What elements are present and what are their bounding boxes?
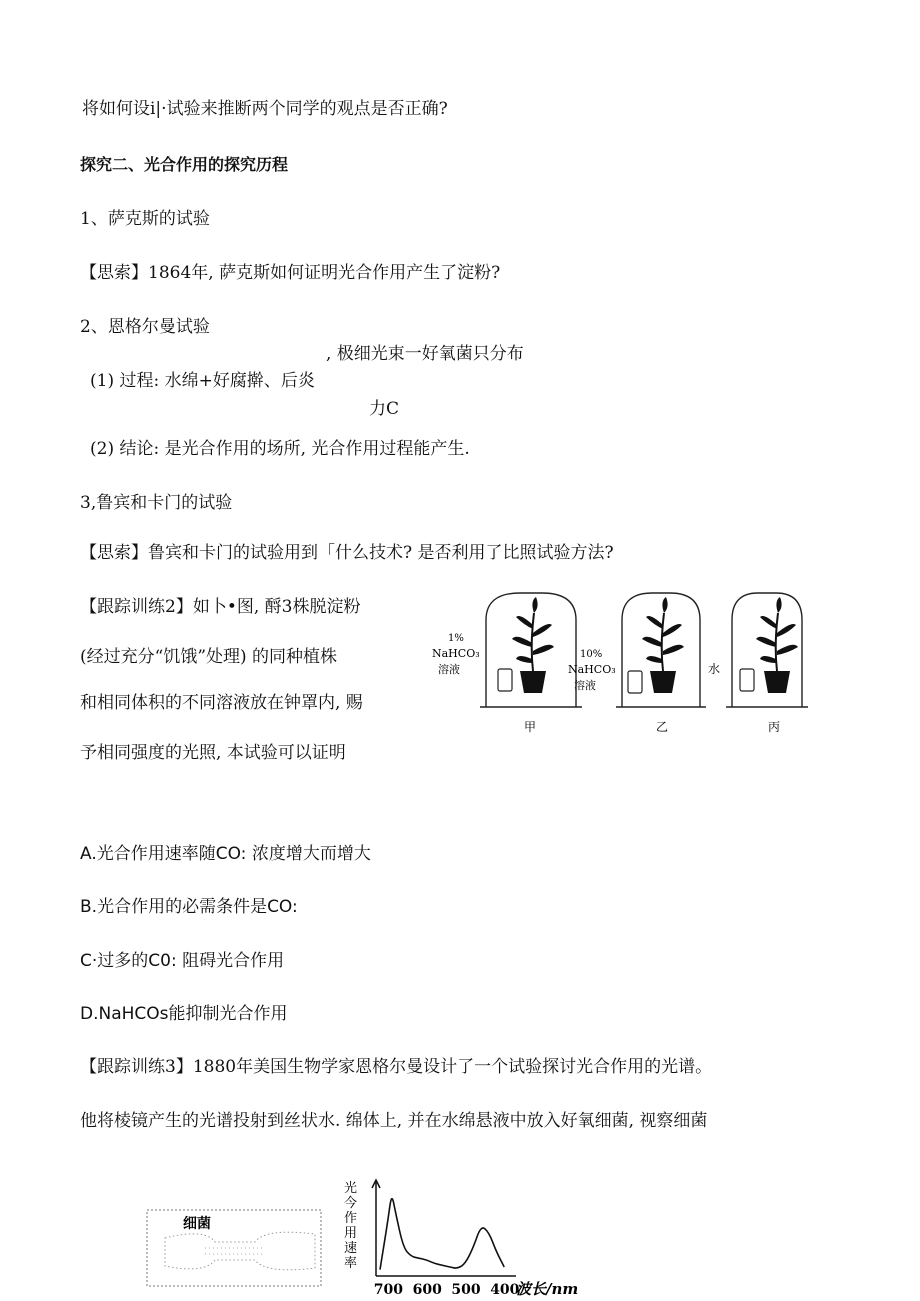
bell-jar-3 [708,593,808,734]
y-label-char: 用 [344,1226,358,1241]
x-ticks [374,1282,520,1298]
process-line: (1) 过程: 水绵+好腐擀、后炎 [90,371,315,391]
jar-2-solution-line-3: 溶液 [574,679,596,692]
series-line [380,1199,504,1270]
item-1-heading: 1、萨克斯的试验 [80,209,210,229]
training-3-line-2: 他将棱镜产生的光谱投射到丝状水. 绵体上, 并在水绵悬液中放入好氧细菌, 视察细菌 [80,1111,708,1131]
training-3-line-1: 【跟踪训练3】1880年美国生物学家恩格尔曼设计了一个试验探讨光合作用的光谱。 [80,1057,713,1077]
jar-2-solution-line-2: NaHCO₃ [568,663,616,676]
y-label-char: 光 [344,1181,358,1196]
fragment-c: 力C [369,399,400,419]
option-d: D.NaHCOs能抑制光合作用 [80,1004,288,1024]
think-3: 【思索】鲁宾和卡门的试验用到「什么技术? 是否利用了比照试验方法? [80,543,614,563]
training-2-line-4: 予相同强度的光照, 本试验可以证明 [80,743,346,763]
bell-jar-figure [430,585,830,745]
bell-jar-2 [568,593,706,734]
y-label-char: 速 [344,1241,358,1256]
jar-1-solution-line-3: 溶液 [438,663,460,676]
option-c: C·过多的C0: 阻碍光合作用 [80,951,285,971]
jar-2-label: 乙 [656,720,669,734]
conclusion-line: (2) 结论: 是光合作用的场所, 光合作用过程能产生. [90,439,470,459]
think-1: 【思索】1864年, 萨克斯如何证明光合作用产生了淀粉? [80,263,501,283]
jar-1-solution-line-1: 1% [448,633,464,644]
jar-3-solution-line-1: 水 [708,662,721,676]
beaker-3-icon [740,669,754,691]
training-2-line-2: (经过充分“饥饿”处理) 的同种植株 [80,647,338,667]
bacteria-figure [145,1208,325,1288]
plant-2-icon [642,597,684,693]
y-label-char: 今 [344,1196,358,1211]
plant-3-icon [756,597,798,693]
jar-1-label: 甲 [524,720,537,734]
x-tick-label-500: 500 [451,1282,481,1298]
item-2-heading: 2、恩格尔曼试验 [80,317,210,337]
y-label-char: 率 [344,1256,358,1271]
action-spectrum-chart [340,1176,600,1298]
bell-jar-1 [432,593,582,734]
x-axis-label: 波长/nm [516,1280,579,1298]
item-3-heading: 3,鲁宾和卡门的试验 [80,493,233,513]
training-2-line-1: 【跟踪训练2】如卜•图, 酹3株脱淀粉 [80,597,361,617]
jar-3-label: 丙 [768,720,781,734]
beaker-2-icon [628,671,642,693]
x-tick-label-700: 700 [373,1282,404,1298]
beaker-1-icon [498,669,512,691]
y-label-char: 作 [344,1211,358,1226]
x-tick-label-400: 400 [490,1282,520,1298]
bacteria-label: 细菌 [183,1216,211,1232]
option-a: A.光合作用速率随CO: 浓度增大而增大 [80,844,371,864]
x-tick-label-600: 600 [412,1282,442,1298]
y-axis-label [344,1180,357,1271]
option-b: B.光合作用的必需条件是CO: [80,897,298,917]
section-2-heading: 探究二、光合作用的探究历程 [80,155,289,174]
jar-2-solution-line-1: 10% [580,649,603,660]
jar-1-solution-line-2: NaHCO₃ [432,647,480,660]
question-intro: 将如何设i|·试验来推断两个同学的观点是否正确? [82,99,448,119]
fragment-right: , 极细光束一好氧菌只分布 [326,344,524,364]
plant-1-icon [512,597,554,693]
training-2-line-3: 和相同体积的不同溶液放在钟罩内, 赐 [80,693,363,713]
